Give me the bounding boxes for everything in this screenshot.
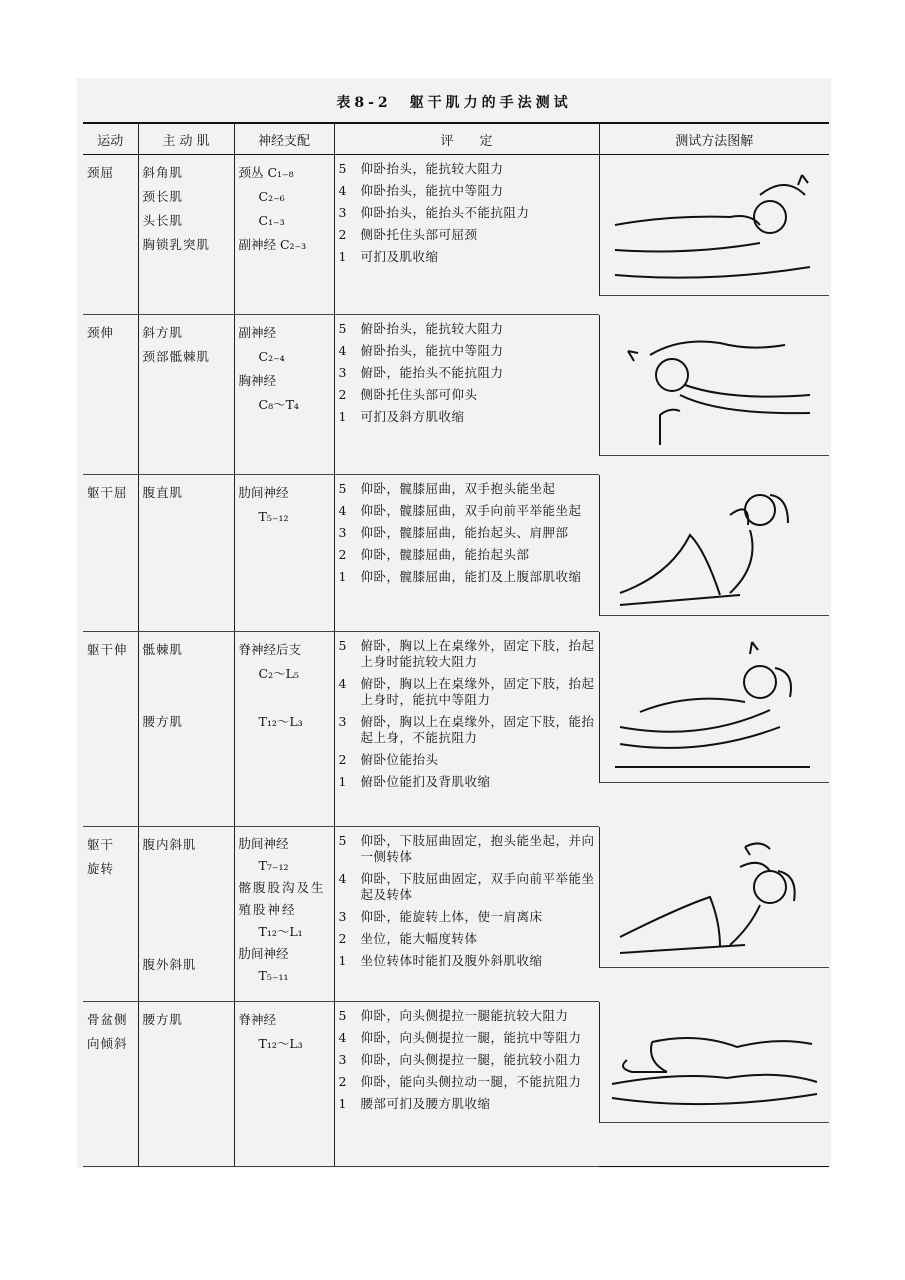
grade-text: 仰卧，髋膝屈曲，能抬起头部 — [360, 547, 530, 562]
grade-number: 1 — [338, 409, 347, 424]
grade-text: 俯卧抬头，能抗较大阻力 — [360, 321, 504, 336]
grade-text: 侧卧托住头部可仰头 — [360, 387, 478, 402]
grade-text: 仰卧抬头，能抗中等阻力 — [360, 183, 504, 198]
grades-cell — [335, 315, 600, 425]
grade-line — [339, 409, 598, 425]
muscles-cell — [139, 827, 234, 977]
muscle: 腹内斜肌 — [142, 837, 197, 852]
muscle: 胸锁乳突肌 — [142, 237, 211, 252]
grade-line — [339, 676, 598, 708]
grade-number: 5 — [338, 833, 347, 848]
grade-number: 4 — [338, 503, 347, 518]
grade-text: 仰卧，向头侧提拉一腿，能抗较小阻力 — [360, 1052, 582, 1067]
grade-line — [339, 343, 598, 359]
grade-text: 腰部可扪及腰方肌收缩 — [360, 1096, 491, 1111]
muscles-cell — [139, 315, 234, 369]
grade-line — [339, 1030, 598, 1046]
grade-text: 俯卧，胸以上在桌缘外，固定下肢，抬起上身时，能抗中等阻力 — [360, 676, 595, 707]
muscles-cell — [139, 155, 234, 257]
grades-cell — [335, 475, 600, 585]
grade-text: 仰卧，向头侧提拉一腿，能抗中等阻力 — [360, 1030, 582, 1045]
grade-line — [339, 1008, 598, 1024]
grade-number: 5 — [338, 638, 347, 653]
header-illustration: 测试方法图解 — [599, 123, 829, 155]
grade-text: 仰卧抬头，能抗较大阻力 — [360, 161, 504, 176]
grade-text: 仰卧，能向头侧拉动一腿，不能抗阻力 — [360, 1074, 582, 1089]
movement-cell: 躯干旋转 — [87, 837, 115, 876]
grade-number: 4 — [338, 183, 347, 198]
muscle: 斜角肌 — [142, 165, 184, 180]
grade-text: 侧卧托住头部可屈颈 — [360, 227, 478, 242]
muscle: 斜方肌 — [142, 325, 184, 340]
nerve: 脊神经后支 — [238, 642, 302, 657]
grade-line — [339, 909, 598, 925]
grade-number: 1 — [338, 249, 347, 264]
grade-line — [339, 161, 598, 177]
grade-line — [339, 774, 598, 790]
grade-number: 3 — [338, 909, 347, 924]
nerve: T₇₋₁₂ — [258, 858, 289, 873]
grade-number: 5 — [338, 321, 347, 336]
nerve: C₂₋₆ — [258, 189, 285, 204]
pelvic-tilt-illustration — [599, 1002, 829, 1123]
grade-line — [339, 183, 598, 199]
table-row — [83, 1002, 829, 1167]
grade-text: 可扪及斜方肌收缩 — [360, 409, 465, 424]
grade-number: 2 — [338, 547, 347, 562]
grade-text: 仰卧，向头侧提拉一腿能抗较大阻力 — [360, 1008, 569, 1023]
grade-number: 2 — [338, 752, 347, 767]
grade-text: 俯卧位能扪及背肌收缩 — [360, 774, 491, 789]
header-muscles: 主 动 肌 — [138, 123, 234, 155]
grade-text: 坐位，能大幅度转体 — [360, 931, 478, 946]
grade-text: 俯卧，胸以上在桌缘外，固定下肢，抬起上身时能抗较大阻力 — [360, 638, 595, 669]
grade-number: 2 — [338, 387, 347, 402]
grade-number: 1 — [338, 1096, 347, 1111]
grade-line — [339, 525, 598, 541]
table-row — [83, 475, 829, 632]
grade-number: 4 — [338, 871, 347, 886]
nerves-cell — [235, 155, 334, 257]
movement-cell: 骨盆侧向倾斜 — [87, 1012, 128, 1051]
grade-line — [339, 638, 598, 670]
nerve: T₅₋₁₂ — [258, 509, 289, 524]
grade-line — [339, 503, 598, 519]
grade-number: 3 — [338, 714, 347, 729]
grade-text: 仰卧抬头，能抬头不能抗阻力 — [360, 205, 530, 220]
muscles-cell — [139, 1002, 234, 1032]
table-title: 表8-2 躯干肌力的手法测试 — [336, 95, 572, 111]
grade-number: 4 — [338, 1030, 347, 1045]
grade-line — [339, 481, 598, 497]
document-page — [77, 78, 831, 1168]
nerves-cell — [235, 632, 334, 734]
grade-text: 仰卧，能旋转上体，使一肩离床 — [360, 909, 543, 924]
grade-line — [339, 387, 598, 403]
grade-line — [339, 249, 598, 265]
muscle: 腹外斜肌 — [142, 957, 197, 972]
grade-line — [339, 871, 598, 903]
grade-number: 5 — [338, 481, 347, 496]
grade-line — [339, 569, 598, 585]
muscle: 颈部骶棘肌 — [142, 349, 211, 364]
muscle: 腰方肌 — [142, 714, 184, 729]
grade-text: 俯卧抬头，能抗中等阻力 — [360, 343, 504, 358]
muscle: 腰方肌 — [142, 1012, 184, 1027]
nerve: T₅₋₁₁ — [258, 968, 289, 983]
grade-number: 1 — [338, 774, 347, 789]
muscle-test-table — [83, 122, 829, 1167]
trunk-extension-illustration — [599, 632, 829, 783]
grade-line — [339, 833, 598, 865]
table-row — [83, 155, 829, 315]
grade-text: 仰卧，下肢屈曲固定，双手向前平举能坐起及转体 — [360, 871, 595, 902]
grade-line — [339, 1052, 598, 1068]
grade-text: 俯卧，能抬头不能抗阻力 — [360, 365, 504, 380]
grade-text: 仰卧，髋膝屈曲，能抬起头、肩胛部 — [360, 525, 569, 540]
grade-text: 仰卧，髋膝屈曲，双手抱头能坐起 — [360, 481, 556, 496]
muscle: 头长肌 — [142, 213, 184, 228]
nerve: C₂₋₄ — [258, 349, 285, 364]
grade-text: 俯卧，胸以上在桌缘外，固定下肢，能抬起上身，不能抗阻力 — [360, 714, 595, 745]
nerve: 脊神经 — [238, 1012, 277, 1027]
nerve: T₁₂～L₃ — [258, 714, 303, 729]
header-movement: 运动 — [83, 123, 138, 155]
table-row — [83, 827, 829, 1002]
grade-line — [339, 752, 598, 768]
movement-cell: 躯干伸 — [87, 642, 128, 657]
neck-extension-illustration — [599, 315, 829, 456]
grades-cell — [335, 155, 600, 265]
nerve: 肋间神经 — [238, 946, 289, 961]
grade-text: 仰卧，髋膝屈曲，双手向前平举能坐起 — [360, 503, 582, 518]
nerve: C₈～T₄ — [258, 397, 299, 412]
grade-line — [339, 931, 598, 947]
grade-number: 2 — [338, 227, 347, 242]
movement-cell: 颈屈 — [87, 165, 115, 180]
nerve: 副神经 C₂₋₃ — [238, 237, 307, 252]
nerves-cell — [235, 1002, 334, 1056]
nerves-cell — [235, 475, 334, 529]
table-header-row — [83, 123, 829, 155]
nerve: 肋间神经 — [238, 485, 289, 500]
neck-flexion-illustration — [599, 155, 829, 296]
grade-number: 3 — [338, 365, 347, 380]
grade-line — [339, 205, 598, 221]
grade-line — [339, 714, 598, 746]
grade-text: 仰卧，下肢屈曲固定，抱头能坐起，并向一侧转体 — [360, 833, 595, 864]
grade-line — [339, 547, 598, 563]
grade-text: 仰卧，髋膝屈曲，能扪及上腹部肌收缩 — [360, 569, 582, 584]
nerve: T₁₂～L₃ — [258, 1036, 303, 1051]
nerves-cell — [235, 315, 334, 417]
nerve: 胸神经 — [238, 373, 277, 388]
table-row — [83, 632, 829, 827]
trunk-flexion-illustration — [599, 475, 829, 616]
grade-line — [339, 953, 598, 969]
grade-line — [339, 227, 598, 243]
nerve: 肋间神经 — [238, 836, 289, 851]
header-grading: 评 定 — [334, 123, 599, 155]
grade-number: 2 — [338, 1074, 347, 1089]
nerve: 髂腹股沟及生殖股神经 — [238, 880, 326, 917]
trunk-rotation-illustration — [599, 827, 829, 968]
grade-number: 1 — [338, 953, 347, 968]
muscles-cell — [139, 632, 234, 734]
grade-line — [339, 321, 598, 337]
grades-cell — [335, 632, 600, 790]
nerve: 副神经 — [238, 325, 277, 340]
nerve: T₁₂～L₁ — [258, 924, 303, 939]
table-row — [83, 315, 829, 475]
movement-cell: 颈伸 — [87, 325, 115, 340]
muscle: 颈长肌 — [142, 189, 184, 204]
grade-number: 4 — [338, 343, 347, 358]
grades-cell — [335, 827, 600, 969]
grade-line — [339, 365, 598, 381]
grade-number: 5 — [338, 1008, 347, 1023]
header-nerves: 神经支配 — [234, 123, 334, 155]
nerve: C₂～L₅ — [258, 666, 299, 681]
grade-text: 可扪及肌收缩 — [360, 249, 439, 264]
nerves-cell — [235, 827, 334, 987]
muscle: 骶棘肌 — [142, 642, 184, 657]
grades-cell — [335, 1002, 600, 1112]
grade-number: 5 — [338, 161, 347, 176]
grade-number: 1 — [338, 569, 347, 584]
movement-cell: 躯干屈 — [87, 485, 128, 500]
grade-number: 3 — [338, 205, 347, 220]
muscle: 腹直肌 — [142, 485, 184, 500]
nerve: C₁₋₃ — [258, 213, 285, 228]
muscles-cell — [139, 475, 234, 505]
grade-line — [339, 1096, 598, 1112]
grade-text: 坐位转体时能扪及腹外斜肌收缩 — [360, 953, 543, 968]
grade-number: 3 — [338, 1052, 347, 1067]
grade-number: 4 — [338, 676, 347, 691]
grade-number: 3 — [338, 525, 347, 540]
grade-number: 2 — [338, 931, 347, 946]
grade-line — [339, 1074, 598, 1090]
grade-text: 俯卧位能抬头 — [360, 752, 439, 767]
nerve: 颈丛 C₁₋₈ — [238, 165, 294, 180]
